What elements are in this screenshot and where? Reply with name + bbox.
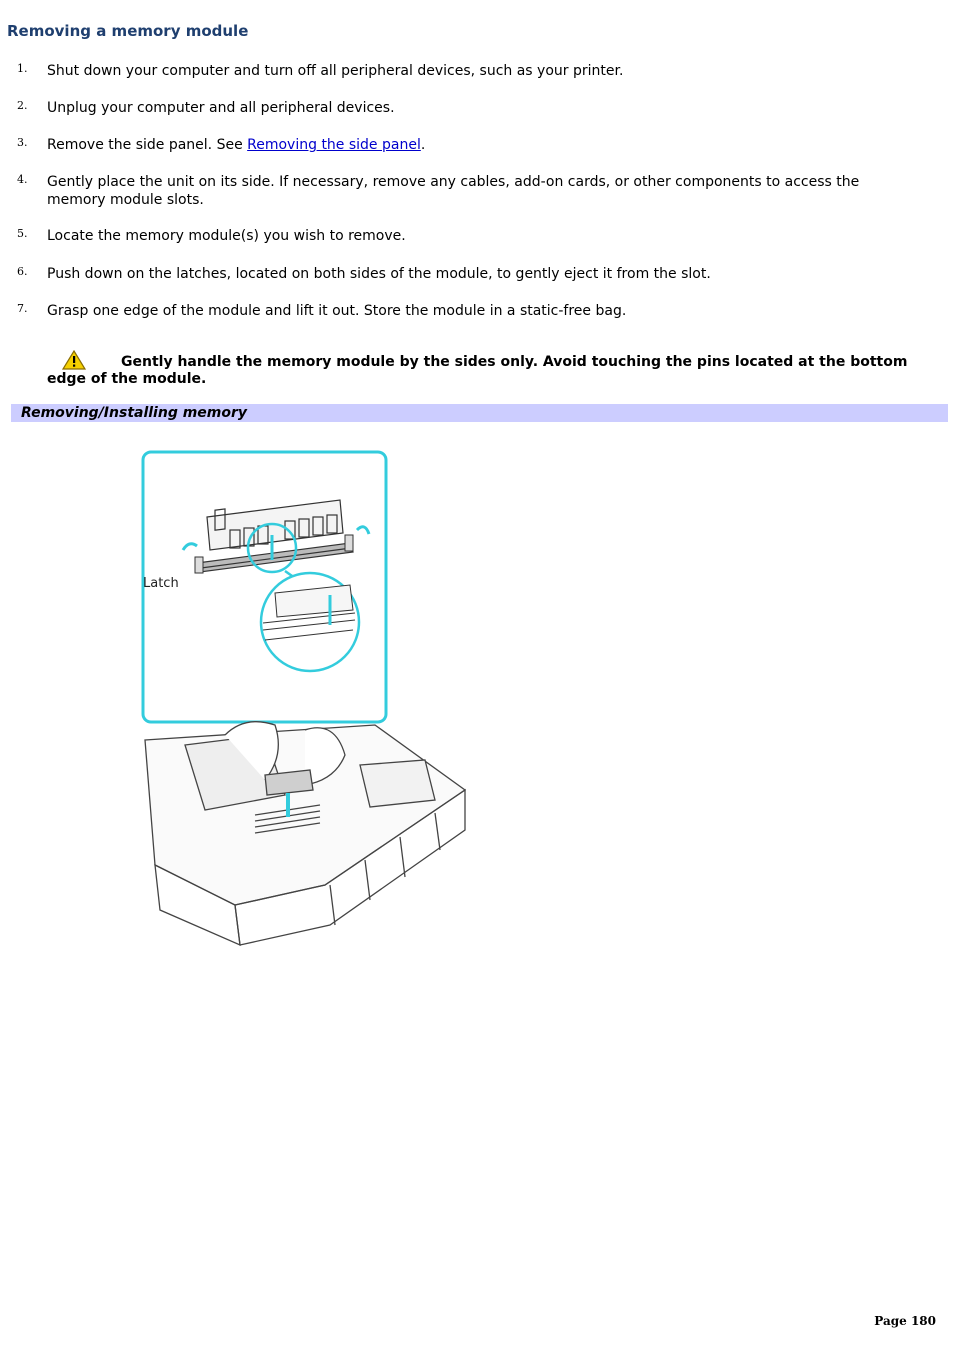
step-number: 7. [17, 302, 28, 315]
step-text [47, 136, 907, 154]
step-number: 4. [17, 173, 28, 186]
figure-caption-bar [11, 404, 948, 422]
step-text-after: . [420, 137, 426, 153]
warning-text: Gently handle the memory module by the sides only. Avoid touching the pins located at the bottom edge of the module. [47, 354, 908, 387]
step-text: Gently place the unit on its side. If necessary, remove any cables, add-on cards, or other components to access the memory module slots. [47, 174, 860, 208]
step-number: 3. [17, 136, 28, 149]
computer-chassis-drawing [145, 722, 465, 945]
step-text: Unplug your computer and all peripheral devices. [47, 100, 395, 116]
step-number: 5. [17, 227, 28, 240]
step-text: Grasp one edge of the module and lift it out. Store the module in a static-free bag. [47, 303, 627, 319]
step-number: 6. [17, 265, 28, 278]
step-text: Shut down your computer and turn off all peripheral devices, such as your printer. [47, 63, 624, 79]
page-title: Removing a memory module [7, 22, 249, 40]
step-number: 1. [17, 62, 28, 75]
figure-caption: Removing/Installing memory [21, 405, 248, 421]
step-text: Locate the memory module(s) you wish to remove. [47, 228, 406, 244]
removing-side-panel-link[interactable]: Removing the side panel [247, 137, 421, 153]
latch-right [345, 535, 353, 551]
step-number: 2. [17, 99, 28, 112]
memory-removal-illustration [135, 445, 475, 950]
step-text: Push down on the latches, located on both sides of the module, to gently eject it from the slot. [47, 266, 711, 282]
page-number: Page 180 [874, 1314, 936, 1328]
latch-label: Latch [143, 576, 179, 591]
step-text-before: Remove the side panel. See [47, 137, 248, 153]
latch-left [195, 557, 203, 573]
